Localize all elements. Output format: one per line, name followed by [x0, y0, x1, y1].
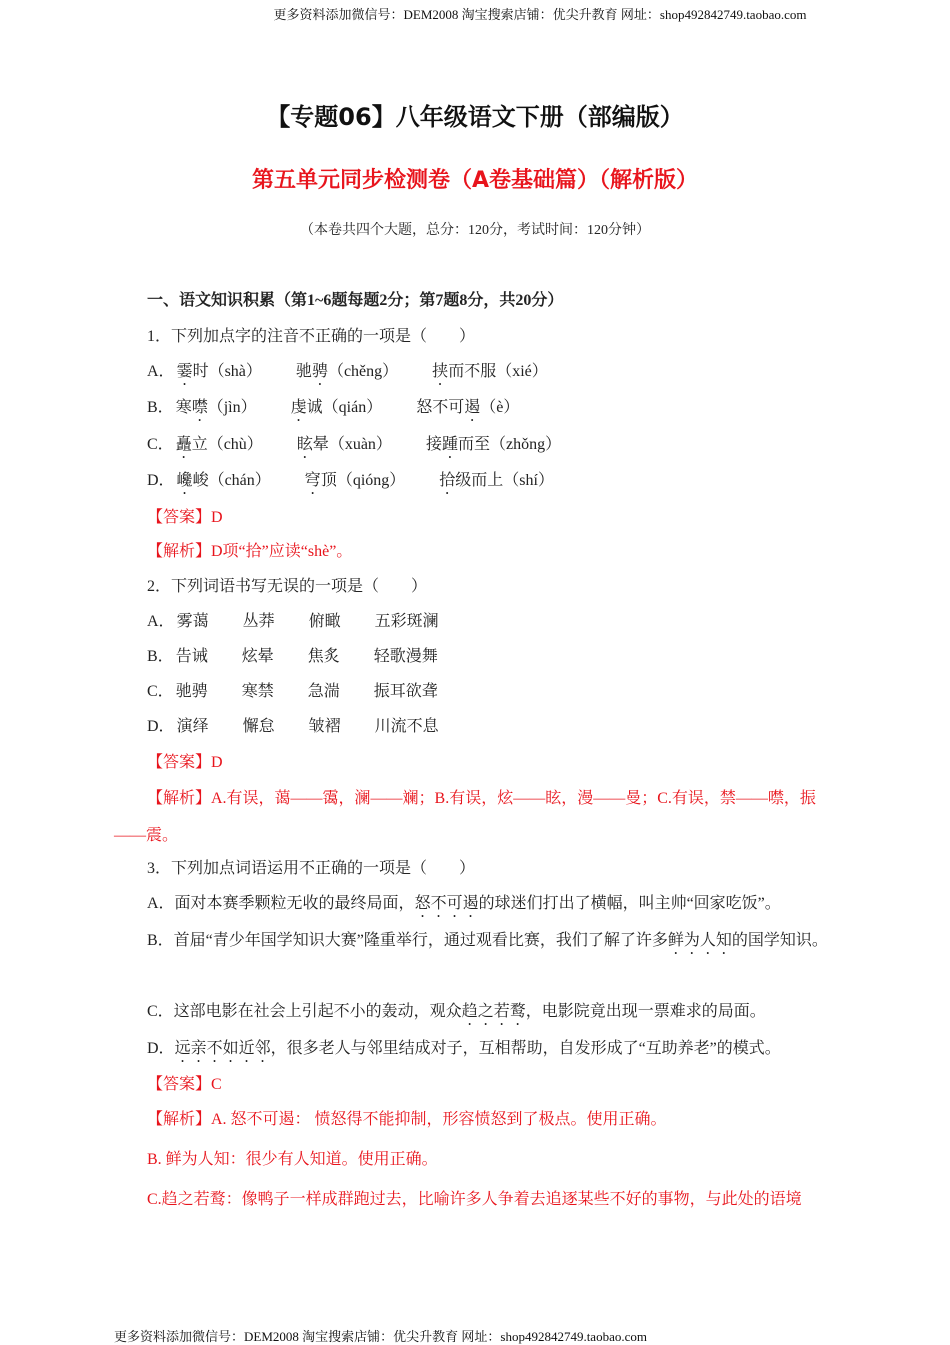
- text-line: [147, 327, 475, 347]
- option-item: [291, 398, 383, 425]
- option-item: [426, 435, 561, 462]
- emphasized-text: 巉: [176, 472, 193, 489]
- option-label: C．: [147, 436, 174, 453]
- text-segment: ，很多老人与邻里结成对子，互相帮助，自发形成了“互助养老”的模式。: [270, 1040, 781, 1057]
- text-segment: 诚（qián）: [306, 399, 383, 416]
- text-segment: 驰: [295, 363, 312, 380]
- text-segment: 告诫: [175, 648, 208, 665]
- option-item: [309, 717, 341, 737]
- option-item: [176, 647, 208, 667]
- emphasized-text: 穹: [304, 472, 321, 489]
- emphasized-text: 拾: [439, 472, 456, 489]
- exam-info: （本卷共四个大题，总分：120分，考试时间：120分钟）: [300, 223, 650, 238]
- text-segment: 皱褶: [308, 718, 341, 735]
- option-row: [147, 362, 582, 389]
- option-item: [309, 612, 341, 632]
- text-segment: 而至（zhǒng）: [457, 436, 562, 453]
- text-segment: ，电影院竟出现一票难求的局面。: [525, 1003, 766, 1020]
- text-line: [147, 1002, 766, 1029]
- option-item: [297, 435, 392, 462]
- text-line: [147, 753, 223, 773]
- paragraph: [114, 780, 836, 854]
- text-segment: 时（shà）: [192, 363, 262, 380]
- document-subtitle: 第五单元同步检测卷（A卷基础篇）（解析版）: [251, 168, 699, 193]
- text-segment: 【解析】D项“拾”应读“shè”。: [147, 543, 353, 560]
- text-segment: 怒不可: [416, 399, 465, 416]
- text-line: [147, 291, 563, 311]
- option-item: [375, 612, 439, 632]
- paragraph: [114, 922, 836, 959]
- option-item: [177, 612, 209, 632]
- text-segment: C.趋之若鹜：像鸭子一样成群跑过去，比喻许多人争着去追逐某些不好的事物，与此处的语境: [147, 1191, 802, 1208]
- text-line: [147, 508, 223, 528]
- text-line: [147, 1075, 222, 1095]
- text-segment: 的国学知识。: [731, 932, 828, 949]
- text-segment: （jìn）: [207, 399, 257, 416]
- option-label: A．: [147, 613, 175, 630]
- text-segment: 晕（xuàn）: [312, 436, 392, 453]
- emphasized-text: 眩: [296, 436, 313, 453]
- emphasized-text: 趋之若鹜: [461, 1003, 526, 1020]
- text-segment: 【答案】D: [147, 509, 223, 526]
- text-segment: 一、语文知识积累（第1~6题每题2分；第7题8分，共20分）: [147, 292, 564, 309]
- emphasized-text: 霎: [176, 363, 193, 380]
- option-item: [439, 471, 554, 498]
- option-item: [375, 717, 439, 737]
- option-item: [176, 398, 257, 425]
- text-segment: 2．下列词语书写无误的一项是（ ）: [147, 578, 428, 595]
- option-label: B．: [147, 399, 174, 416]
- text-segment: 1．下列加点字的注音不正确的一项是（ ）: [147, 328, 476, 345]
- text-segment: 而不服（xié）: [448, 363, 548, 380]
- option-item: [308, 682, 340, 702]
- text-segment: 寒: [175, 399, 192, 416]
- option-row: [147, 435, 595, 462]
- text-segment: 五彩斑澜: [374, 613, 439, 630]
- option-item: [308, 647, 340, 667]
- text-segment: A．面对本赛季颗粒无收的最终局面，: [147, 895, 415, 912]
- text-line: [147, 1110, 667, 1130]
- option-label: C．: [147, 683, 174, 700]
- option-label: D．: [147, 472, 175, 489]
- text-segment: 川流不息: [374, 718, 439, 735]
- option-label: D．: [147, 718, 175, 735]
- text-segment: 轻歌漫舞: [373, 648, 438, 665]
- text-line: [147, 542, 352, 562]
- text-segment: D．: [147, 1040, 175, 1057]
- option-row: [147, 471, 588, 498]
- option-item: [374, 647, 438, 667]
- text-line: [147, 1039, 781, 1066]
- document-title: 【专题06】八年级语文下册（部编版）: [266, 103, 684, 131]
- option-row: [147, 398, 553, 425]
- text-line: [147, 859, 475, 879]
- option-item: [242, 682, 274, 702]
- emphasized-text: 远亲不如近邻: [174, 1040, 271, 1057]
- text-segment: 驰骋: [175, 683, 208, 700]
- text-line: [147, 894, 781, 921]
- text-segment: 级而上（shí）: [455, 472, 554, 489]
- text-segment: 焦炙: [307, 648, 340, 665]
- option-item: [243, 717, 275, 737]
- option-item: [176, 435, 263, 462]
- text-segment: （è）: [480, 399, 520, 416]
- emphasized-text: 踵: [441, 436, 458, 453]
- text-segment: 振耳欲聋: [373, 683, 438, 700]
- option-item: [296, 362, 398, 389]
- text-segment: C．这部电影在社会上引起不小的轰动，观众: [147, 1003, 462, 1020]
- emphasized-text: 矗: [175, 436, 192, 453]
- text-line: [147, 1150, 438, 1170]
- text-segment: 【答案】C: [147, 1076, 222, 1093]
- option-item: [242, 647, 274, 667]
- text-segment: 接: [425, 436, 442, 453]
- text-segment: 寒禁: [241, 683, 274, 700]
- option-label: A．: [147, 363, 175, 380]
- text-segment: 顶（qióng）: [320, 472, 406, 489]
- text-segment: 懈怠: [242, 718, 275, 735]
- text-segment: 【答案】D: [147, 754, 223, 771]
- emphasized-text: 挟: [432, 363, 449, 380]
- emphasized-text: 虔: [290, 399, 307, 416]
- text-segment: 炫晕: [241, 648, 274, 665]
- text-segment: B．首届“青少年国学知识大赛”隆重举行，通过观看比赛，我们了解了许多: [147, 932, 668, 949]
- option-item: [177, 717, 209, 737]
- option-row: [147, 717, 473, 737]
- option-row: [147, 647, 472, 667]
- option-item: [305, 471, 405, 498]
- text-segment: 峻（chán）: [192, 472, 271, 489]
- text-segment: 立（chù）: [191, 436, 263, 453]
- text-segment: 【解析】A. 怒不可遏： 愤怒得不能抑制，形容愤怒到了极点。使用正确。: [147, 1111, 667, 1128]
- text-segment: 丛莽: [242, 613, 275, 630]
- text-line: [147, 1190, 802, 1210]
- option-item: [416, 398, 519, 425]
- emphasized-text: 鲜为人知: [667, 932, 732, 949]
- option-item: [177, 362, 262, 389]
- option-item: [432, 362, 548, 389]
- option-item: [177, 471, 271, 498]
- text-segment: 急湍: [307, 683, 340, 700]
- text-line: [147, 577, 427, 597]
- text-segment: （chěng）: [327, 363, 399, 380]
- text-segment: 演绎: [176, 718, 209, 735]
- emphasized-text: 怒不可遏: [414, 895, 479, 912]
- text-segment: B. 鲜为人知：很少有人知道。使用正确。: [147, 1151, 438, 1168]
- page-footer-watermark: 更多资料添加微信号：DEM2008 淘宝搜索店铺：优尖升教育 网址：shop492842749.taobao.com: [114, 1329, 647, 1344]
- option-item: [374, 682, 438, 702]
- text-segment: 的球迷们打出了横幅，叫主帅“回家吃饭”。: [478, 895, 781, 912]
- emphasized-text: 噤: [191, 399, 208, 416]
- option-label: B．: [147, 648, 174, 665]
- text-segment: 俯瞰: [308, 613, 341, 630]
- text-segment: 【解析】A.有误，蔼——霭，澜——斓；B.有误，炫——眩，漫——曼；C.有误，禁——噤，振——震。: [114, 790, 816, 844]
- emphasized-text: 遏: [464, 399, 481, 416]
- text-segment: 3．下列加点词语运用不正确的一项是（ ）: [147, 860, 476, 877]
- option-row: [147, 682, 472, 702]
- option-row: [147, 612, 473, 632]
- emphasized-text: 骋: [311, 363, 328, 380]
- page-header-watermark: 更多资料添加微信号：DEM2008 淘宝搜索店铺：优尖升教育 网址：shop492842749.taobao.com: [273, 7, 807, 22]
- text-segment: 雾蔼: [176, 613, 209, 630]
- option-item: [243, 612, 275, 632]
- option-item: [176, 682, 208, 702]
